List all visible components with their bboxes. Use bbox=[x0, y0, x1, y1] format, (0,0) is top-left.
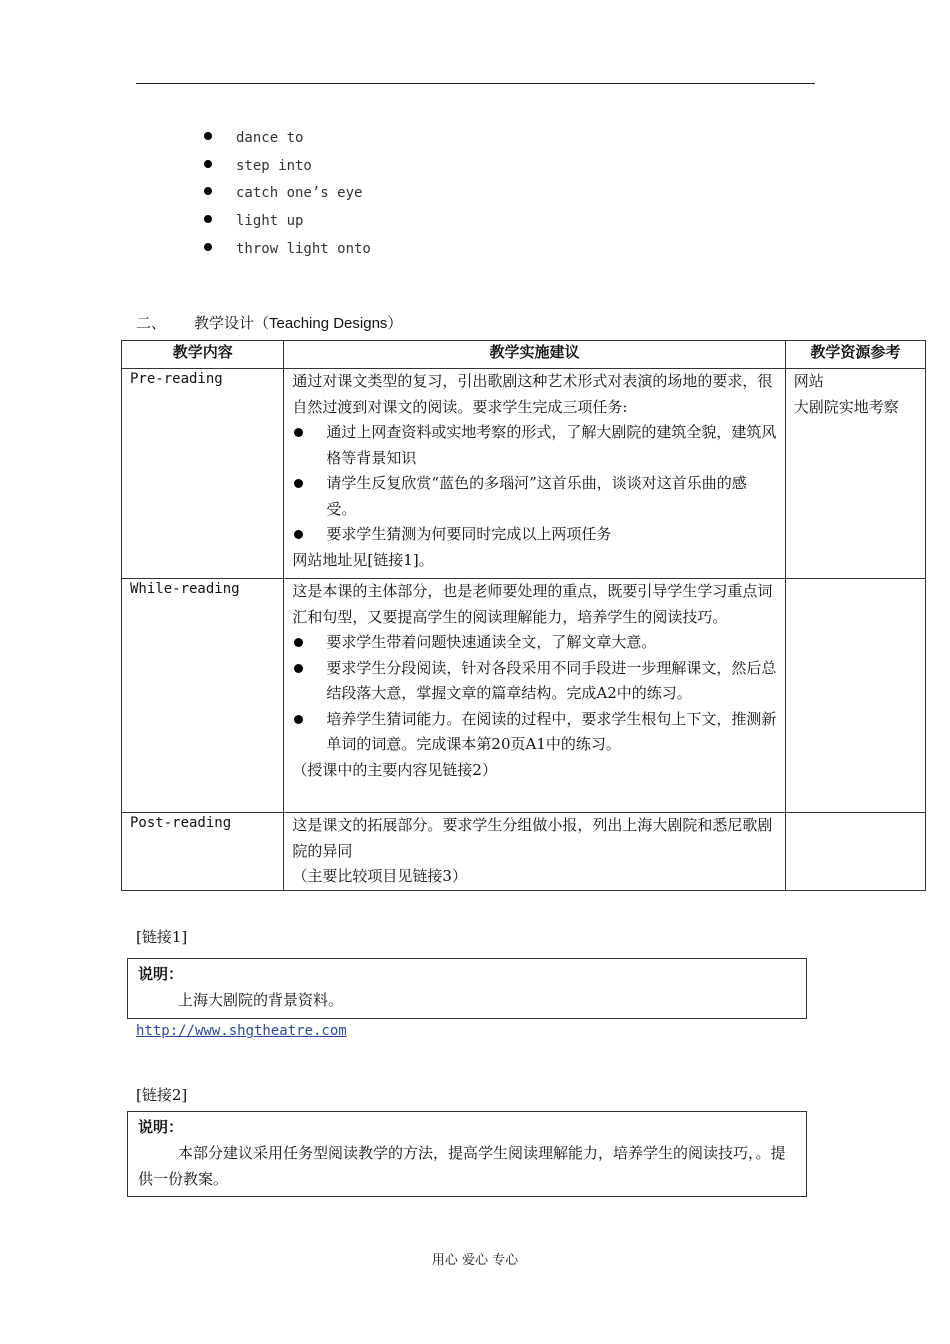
list-item: light up bbox=[204, 207, 371, 235]
section-title: 教学设计（Teaching Designs） bbox=[194, 314, 403, 332]
header-rule bbox=[136, 83, 815, 84]
stage-cell: Pre-reading bbox=[122, 369, 284, 579]
resource-cell bbox=[785, 813, 925, 891]
bullet-icon bbox=[204, 243, 212, 251]
suggestion-cell: 通过对课文类型的复习，引出歌剧这种艺术形式对表演的场地的要求，很自然过渡到对课文的阅读。要求学生完成三项任务: 通过上网查资料或实地考察的形式，了解大剧院的建筑全貌，建筑风格等背景知识 请学生反复欣赏“蓝色的多瑙河”这首乐曲，谈谈对这首乐曲的感受。 要求学生猜测为何要同时完成以上两项任务 网站地址见[链接1]。 bbox=[284, 369, 785, 579]
link2-label: [链接2] bbox=[136, 1086, 188, 1104]
list-item: catch one’s eye bbox=[204, 180, 371, 208]
stage-cell: Post-reading bbox=[122, 813, 284, 891]
section-heading bbox=[136, 312, 402, 333]
list-item: 要求学生分段阅读，针对各段采用不同手段进一步理解课文，然后总结段落大意，掌握文章的篇章结构。完成A2中的练习。 bbox=[292, 656, 776, 707]
bullet-icon bbox=[292, 707, 326, 758]
link2-note-box bbox=[127, 1111, 807, 1197]
bullet-icon bbox=[204, 132, 212, 140]
bullet-icon bbox=[204, 160, 212, 168]
stage-cell: While-reading bbox=[122, 579, 284, 813]
column-header: 教学内容 bbox=[122, 341, 284, 369]
bullet-icon bbox=[292, 630, 326, 656]
list-item: 要求学生猜测为何要同时完成以上两项任务 bbox=[292, 522, 776, 548]
bullet-icon bbox=[292, 656, 326, 707]
section-number: 二、 bbox=[136, 314, 167, 332]
list-item: 通过上网查资料或实地考察的形式，了解大剧院的建筑全貌，建筑风格等背景知识 bbox=[292, 420, 776, 471]
list-item: throw light onto bbox=[204, 235, 371, 263]
suggestion-cell: 这是课文的拓展部分。要求学生分组做小报，列出上海大剧院和悉尼歌剧院的异同 （主要比较项目见链接3） bbox=[284, 813, 785, 891]
theatre-website-link[interactable]: http://www.shgtheatre.com bbox=[136, 1023, 347, 1039]
table-header-row bbox=[122, 341, 926, 369]
column-header: 教学资源参考 bbox=[785, 341, 925, 369]
bullet-icon bbox=[204, 215, 212, 223]
note-text: 本部分建议采用任务型阅读教学的方法，提高学生阅读理解能力，培养学生的阅读技巧，。提供一份教案。 bbox=[138, 1144, 786, 1188]
link1-label: [链接1] bbox=[136, 928, 188, 946]
bullet-icon bbox=[204, 187, 212, 195]
resource-cell: 网站 大剧院实地考察 bbox=[785, 369, 925, 579]
vocabulary-list bbox=[204, 124, 371, 263]
bullet-icon bbox=[292, 420, 326, 471]
table-row bbox=[122, 369, 926, 579]
suggestion-cell: 这是本课的主体部分，也是老师要处理的重点，既要引导学生学习重点词汇和句型，又要提高学生的阅读理解能力，培养学生的阅读技巧。 要求学生带着问题快速通读全文，了解文章大意。 要求学生分段阅读，针对各段采用不同手段进一步理解课文，然后总结段落大意，掌握文章的篇章结构。完成A2中的练习。 培养学生猜词能力。在阅读的过程中，要求学生根句上下文，推测新单词的词意。完成课本第20页A1中的练习。 （授课中的主要内容见链接2） bbox=[284, 579, 785, 813]
resource-cell bbox=[785, 579, 925, 813]
list-item: 培养学生猜词能力。在阅读的过程中，要求学生根句上下文，推测新单词的词意。完成课本第20页A1中的练习。 bbox=[292, 707, 776, 758]
note-heading: 说明： bbox=[138, 965, 184, 983]
list-item: 要求学生带着问题快速通读全文，了解文章大意。 bbox=[292, 630, 776, 656]
note-heading: 说明： bbox=[138, 1118, 184, 1136]
page-footer: 用心 爱心 专心 bbox=[431, 1253, 519, 1268]
list-item: step into bbox=[204, 152, 371, 180]
link1-note-box bbox=[127, 958, 807, 1019]
bullet-icon bbox=[292, 471, 326, 522]
teaching-design-table bbox=[121, 340, 926, 891]
list-item: dance to bbox=[204, 124, 371, 152]
bullet-icon bbox=[292, 522, 326, 548]
note-text: 上海大剧院的背景资料。 bbox=[178, 991, 344, 1009]
table-row bbox=[122, 813, 926, 891]
table-row bbox=[122, 579, 926, 813]
column-header: 教学实施建议 bbox=[284, 341, 785, 369]
list-item: 请学生反复欣赏“蓝色的多瑙河”这首乐曲，谈谈对这首乐曲的感受。 bbox=[292, 471, 776, 522]
